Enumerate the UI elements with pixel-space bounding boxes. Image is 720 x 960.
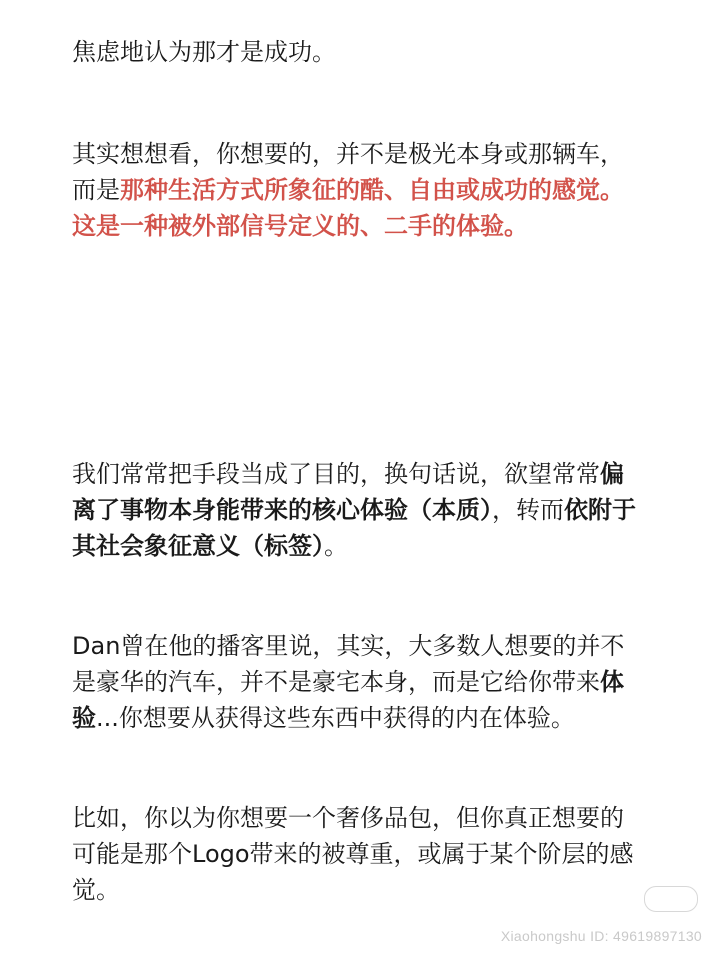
plain-text: 而是 [72,176,120,204]
paragraph-line [72,528,672,564]
highlighted-text: 这是一种被外部信号定义的、二手的体验。 [72,212,528,240]
watermark: Xiaohongshu ID: 49619897130 [500,928,702,944]
bold-text: 离了事物本身能带来的核心体验（本质） [72,496,492,524]
highlighted-text: 那种生活方式所象征的酷、自由或成功的感觉。 [120,176,624,204]
paragraph-line [72,456,672,492]
paragraph-line: 其实想想看，你想要的，并不是极光本身或那辆车， [72,140,624,168]
bold-text: 验 [72,704,96,732]
paragraph-1 [72,34,672,70]
plain-text: 。 [324,532,348,560]
paragraph-line: 比如，你以为你想要一个奢侈品包，但你真正想要的 [72,804,624,832]
paragraph-4 [72,628,672,736]
bold-text: 偏 [600,460,624,488]
paragraph-line: 可能是那个Logo带来的被尊重，或属于某个阶层的感 [72,840,634,868]
plain-text: 我们常常把手段当成了目的，换句话说，欲望常常 [72,460,600,488]
paragraph-line [72,492,672,528]
bold-text: 依附于 [564,496,636,524]
plain-text: 是豪华的汽车，并不是豪宅本身，而是它给你带来 [72,668,600,696]
paragraph-line [72,172,672,208]
bold-text: 体 [600,668,624,696]
paragraph-2 [72,136,672,244]
xiaohongshu-logo-icon [644,886,698,912]
plain-text: ...你想要从获得这些东西中获得的内在体验。 [96,704,575,732]
plain-text: ，转而 [492,496,564,524]
paragraph-3 [72,456,672,564]
paragraph-line: 焦虑地认为那才是成功。 [72,38,336,66]
bold-text: 其社会象征意义（标签） [72,532,324,560]
paragraph-line [72,700,672,736]
paragraph-line: Dan曾在他的播客里说，其实，大多数人想要的并不 [72,632,625,660]
paragraph-line [72,664,672,700]
paragraph-5 [72,800,672,908]
paragraph-line: 觉。 [72,876,120,904]
